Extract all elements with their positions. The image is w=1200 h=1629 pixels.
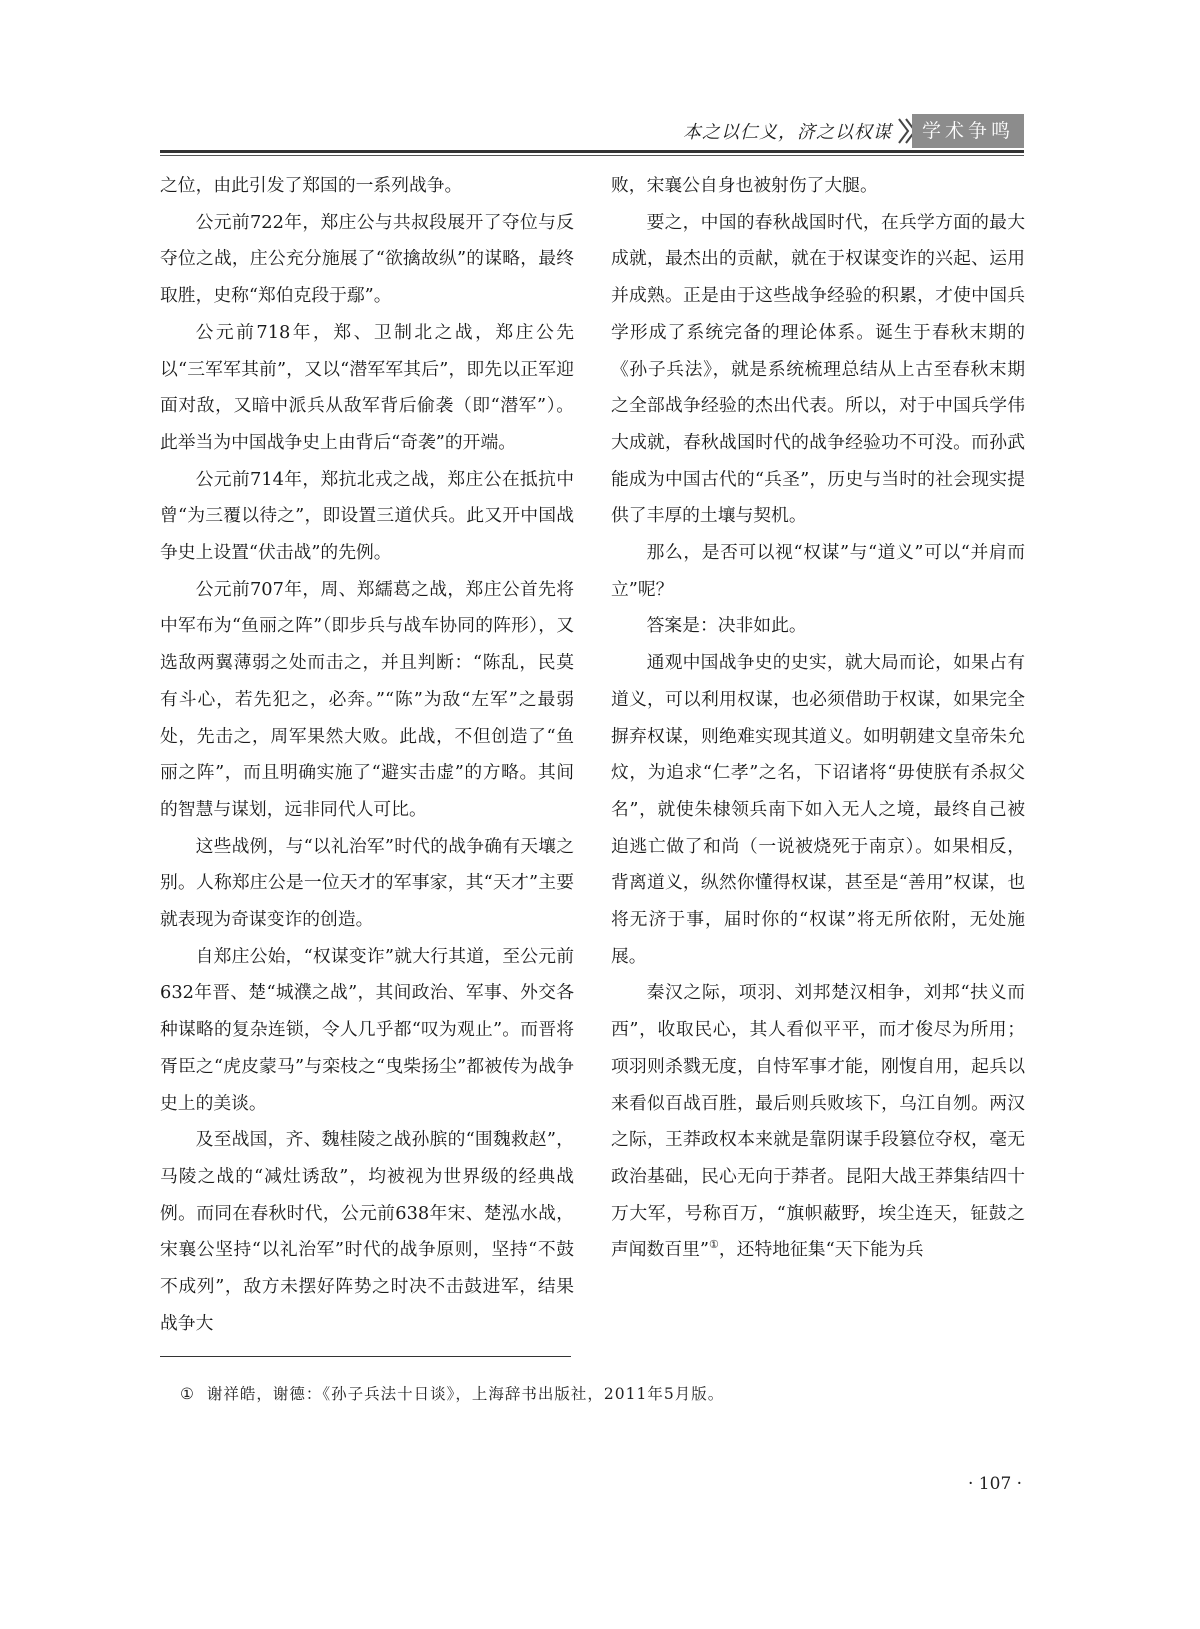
paragraph: 通观中国战争史的史实，就大局而论，如果占有道义，可以利用权谋，也必须借助于权谋，如果完全摒弃权谋，则绝难实现其道义。如明朝建文皇帝朱允炆，为追求“仁孝”之名，下诏诸将“毋使朕有杀叔父名”，就使朱棣领兵南下如入无人之境，最终自己被迫逃亡做了和尚（一说被烧死于南京）。如果相反，背离道义，纵然你懂得权谋，甚至是“善用”权谋，也将无济于事，届时你的“权谋”将无所依附，无处施展。 — [611, 652, 1025, 967]
footnote-mark: ① — [180, 1385, 195, 1403]
paragraph: 那么，是否可以视“权谋”与“道义”可以“并肩而立”呢？ — [611, 542, 1025, 600]
left-column — [160, 168, 574, 1343]
paragraph: 败，宋襄公自身也被射伤了大腿。 — [611, 175, 878, 196]
header-rule-thin — [160, 155, 1024, 156]
footnote-reference[interactable]: ① — [709, 1238, 719, 1252]
page-number: · 107 · — [968, 1474, 1023, 1494]
paragraph: 答案是：决非如此。 — [646, 615, 807, 637]
paragraph: 公元前714年，郑抗北戎之战，郑庄公在抵抗中曾“为三覆以待之”，即设置三道伏兵。此又开中国战争史上设置“伏击战”的先例。 — [160, 468, 574, 564]
right-column — [611, 168, 1025, 1269]
paragraph-text-tail: ，还特地征集“天下能为兵 — [718, 1239, 924, 1261]
article-title: 本之以仁义，济之以权谋 — [683, 122, 892, 143]
paragraph — [611, 975, 1025, 1269]
paragraph: 及至战国，齐、魏桂陵之战孙膑的“围魏救赵”，马陵之战的“减灶诱敌”，均被视为世界级的经典战例。而同在春秋时代，公元前638年宋、楚泓水战，宋襄公坚持“以礼治军”时代的战争原则，坚持“不鼓不成列”，敌方未摆好阵势之时决不击鼓进军，结果战争大 — [160, 1129, 574, 1334]
footnote — [180, 1382, 724, 1404]
footnote-rule — [160, 1356, 571, 1357]
footnote-text: 谢祥皓，谢德：《孙子兵法十日谈》，上海辞书出版社，2011年5月版。 — [206, 1385, 725, 1403]
paragraph: 之位，由此引发了郑国的一系列战争。 — [160, 175, 463, 196]
paragraph: 要之，中国的春秋战国时代，在兵学方面的最大成就，最杰出的贡献，就在于权谋变诈的兴起、运用并成熟。正是由于这些战争经验的积累，才使中国兵学形成了系统完备的理论体系。诞生于春秋末期的《孙子兵法》，就是系统梳理总结从上古至春秋末期之全部战争经验的杰出代表。所以，对于中国兵学伟大成就，春秋战国时代的战争经验功不可没。而孙武能成为中国古代的“兵圣”，历史与当时的社会现实提供了丰厚的土壤与契机。 — [611, 211, 1025, 527]
section-tag: 学术争鸣 — [912, 114, 1024, 148]
paragraph: 自郑庄公始，“权谋变诈”就大行其道，至公元前632年晋、楚“城濮之战”，其间政治、军事、外交各种谋略的复杂连锁，令人几乎都“叹为观止”。而晋将胥臣之“虎皮蒙马”与栾枝之“曳柴扬尘”都被传为战争史上的美谈。 — [160, 945, 574, 1114]
paragraph: 公元前722年，郑庄公与共叔段展开了夺位与反夺位之战，庄公充分施展了“欲擒故纵”的谋略，最终取胜，史称“郑伯克段于鄢”。 — [160, 211, 574, 307]
paragraph-text: 秦汉之际，项羽、刘邦楚汉相争，刘邦“扶义而西”，收取民心，其人看似平平，而才俊尽为所用；项羽则杀戮无度，自恃军事才能，刚愎自用，起兵以来看似百战百胜，最后则兵败垓下，乌江自刎。两汉之际，王莽政权本来就是靠阴谋手段篡位夺权，毫无政治基础，民心无向于莽者。昆阳大战王莽集结四十万大军，号称百万，“旗帜蔽野，埃尘连天，钲鼓之声闻数百里” — [611, 982, 1025, 1261]
paragraph: 这些战例，与“以礼治军”时代的战争确有天壤之别。人称郑庄公是一位天才的军事家，其“天才”主要就表现为奇谋变诈的创造。 — [160, 835, 574, 931]
header-rule — [160, 150, 1024, 153]
paragraph: 公元前707年，周、郑繻葛之战，郑庄公首先将中军布为“鱼丽之阵”（即步兵与战车协同的阵形），又选敌两翼薄弱之处而击之，并且判断：“陈乱，民莫有斗心，若先犯之，必奔。”“陈”为敌“左军”之最弱处，先击之，周军果然大败。此战，不但创造了“鱼丽之阵”，而且明确实施了“避实击虚”的方略。其间的智慧与谋划，远非同代人可比。 — [160, 578, 574, 820]
paragraph: 公元前718年，郑、卫制北之战，郑庄公先以“三军军其前”，又以“潜军军其后”，即先以正军迎面对敌，又暗中派兵从敌军背后偷袭（即“潜军”）。此举当为中国战争史上由背后“奇袭”的开端。 — [160, 321, 574, 453]
